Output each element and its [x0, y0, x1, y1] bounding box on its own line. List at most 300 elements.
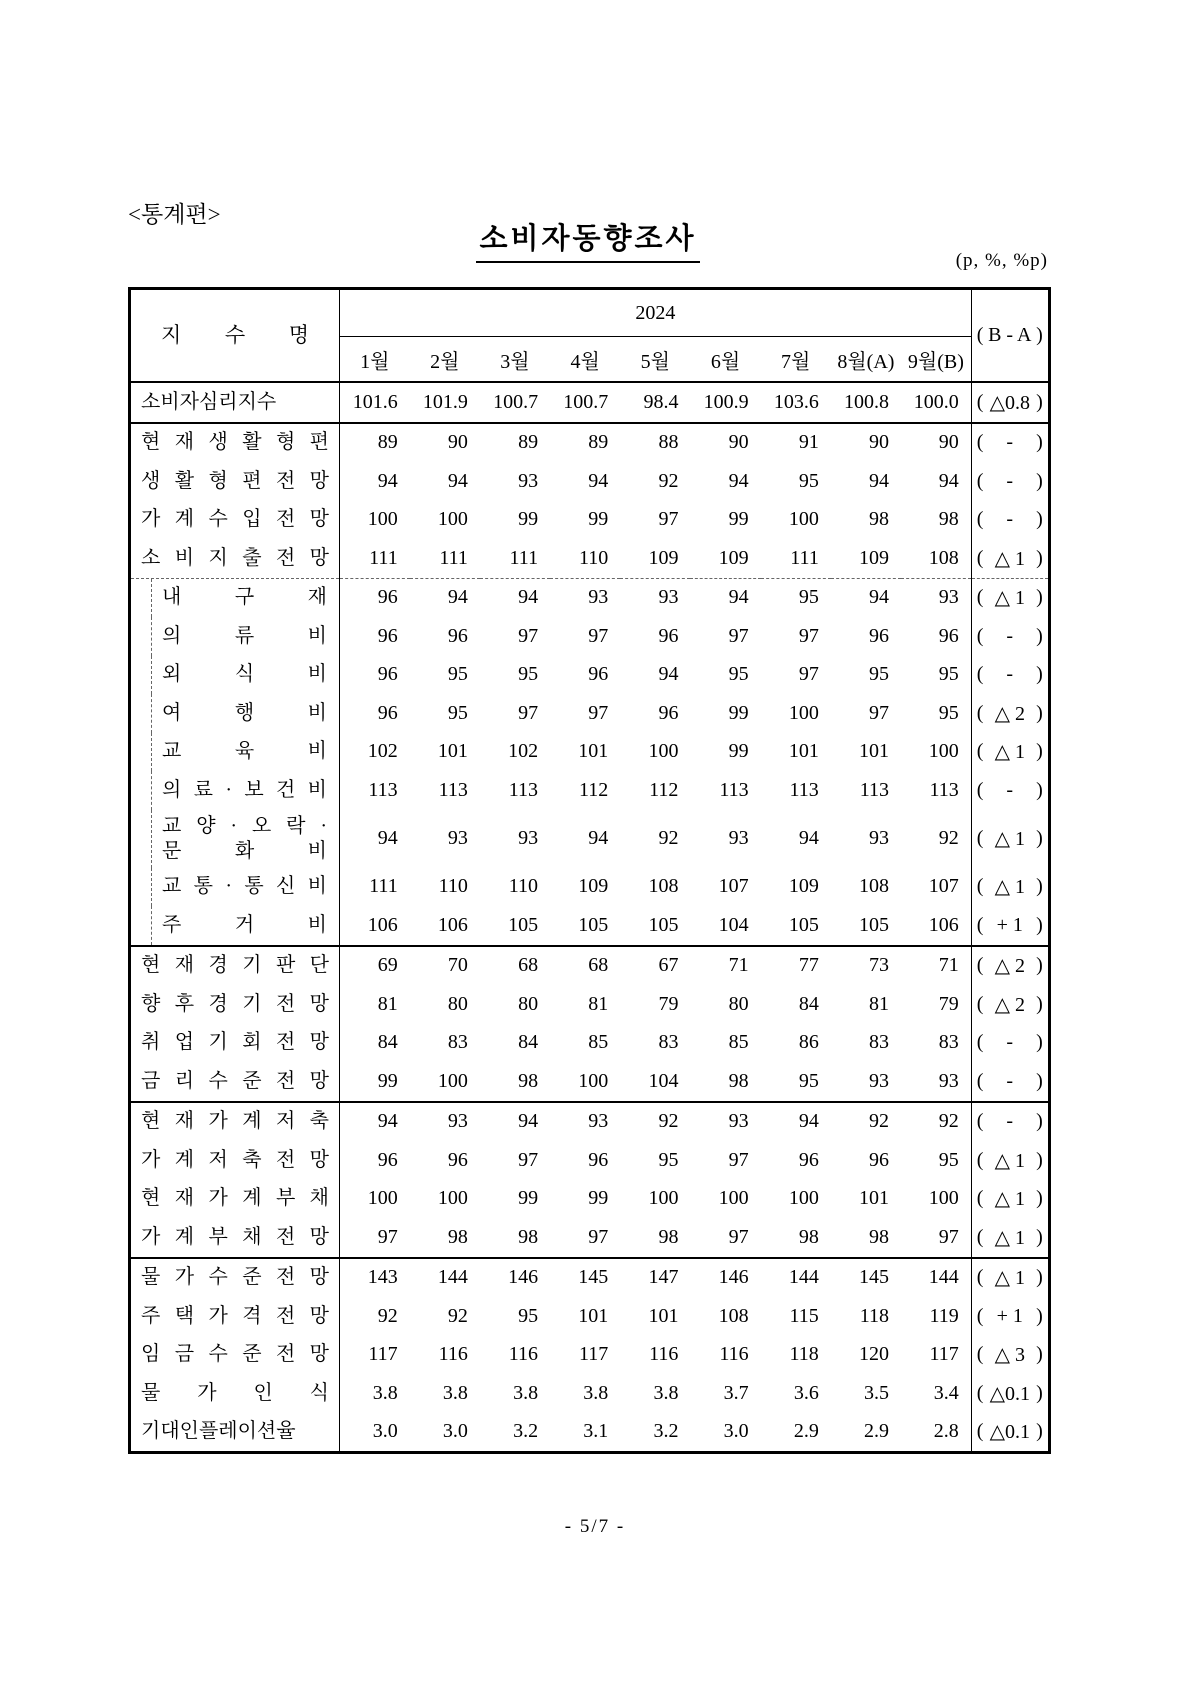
paren-open: (	[976, 663, 984, 686]
value-cell: 92	[938, 827, 959, 849]
row-label	[130, 1024, 340, 1063]
value-cell: 94	[480, 1102, 550, 1142]
delta-value: △ 3	[994, 1344, 1025, 1367]
delta-value: △ 1	[994, 828, 1025, 850]
value-cell: 95	[938, 663, 959, 686]
value-cell: 112	[578, 778, 609, 801]
value-cell: 68	[480, 946, 550, 986]
value-cell: 94	[728, 469, 749, 492]
value-cell: 101	[859, 740, 889, 763]
table-row	[130, 382, 1050, 423]
value-cell: 106	[367, 913, 398, 936]
value-cell: 109	[718, 546, 749, 569]
value-cell: 116	[438, 1343, 468, 1366]
value-cell: 110	[438, 875, 468, 898]
paren-close: )	[1036, 390, 1043, 413]
delta-value: -	[1006, 469, 1014, 492]
value-cell: 108	[718, 1304, 749, 1327]
row-label-text: 교 통 · 통 신 비	[162, 875, 327, 898]
value-cell: 95	[658, 1148, 679, 1171]
value-cell: 3.2	[513, 1420, 539, 1443]
b-minus-a-cell	[971, 906, 1049, 946]
value-cell: 97	[728, 624, 749, 647]
value-cell: 105	[578, 913, 609, 936]
value-cell: 3.0	[372, 1420, 398, 1443]
b-minus-a-cell	[971, 985, 1049, 1024]
table-row	[130, 1374, 1050, 1413]
paren-close: )	[1036, 827, 1043, 849]
value-cell: 144	[901, 1258, 971, 1298]
row-label	[130, 578, 340, 617]
value-cell: 95	[938, 701, 959, 724]
b-minus-a-cell	[971, 1413, 1049, 1453]
table-row	[130, 1297, 1050, 1336]
value-cell: 96	[377, 701, 398, 724]
value-cell: 93	[447, 827, 468, 849]
paren-close: )	[1036, 1148, 1043, 1171]
value-cell: 93	[938, 1069, 959, 1092]
delta-value: △ 2	[994, 702, 1025, 725]
paren-open: (	[976, 508, 984, 531]
value-cell: 94	[377, 469, 398, 492]
value-cell: 100	[367, 508, 398, 531]
value-cell: 96	[377, 663, 398, 686]
column-header-month: 7월	[761, 337, 831, 383]
value-cell: 101	[859, 1187, 889, 1210]
value-cell: 117	[578, 1343, 609, 1366]
value-cell: 101	[578, 740, 609, 763]
delta-value: △ 1	[994, 1267, 1025, 1290]
b-minus-a-cell	[971, 1297, 1049, 1336]
row-label	[130, 810, 340, 868]
value-cell: 93	[550, 578, 620, 617]
paren-open: (	[976, 624, 984, 647]
value-cell: 89	[340, 423, 410, 463]
value-cell: 94	[761, 1102, 831, 1142]
value-cell: 3.2	[653, 1420, 679, 1443]
delta-value: -	[1006, 431, 1014, 454]
value-cell: 84	[377, 1031, 398, 1054]
value-cell: 96	[869, 624, 889, 647]
row-label	[130, 462, 340, 501]
value-cell: 92	[620, 1102, 690, 1142]
value-cell: 113	[438, 778, 468, 801]
value-cell: 94	[410, 578, 480, 617]
value-cell: 111	[790, 546, 819, 569]
value-cell: 107	[718, 875, 749, 898]
value-cell: 99	[728, 701, 749, 724]
paren-open: (	[976, 701, 984, 724]
delta-value: △ 1	[994, 876, 1025, 899]
value-cell: 108	[928, 546, 959, 569]
value-cell: 95	[869, 663, 889, 686]
paren-close: )	[1036, 875, 1043, 898]
delta-value: △ 1	[994, 1149, 1025, 1172]
value-cell: 105	[508, 913, 539, 936]
row-label	[130, 1258, 340, 1298]
value-cell: 98	[869, 508, 889, 531]
value-cell: 97	[518, 624, 539, 647]
row-label	[130, 1062, 340, 1102]
row-label-text: 금 리 수 준 전 망	[141, 1069, 329, 1092]
value-cell: 83	[938, 1031, 959, 1054]
paren-open: (	[976, 778, 984, 801]
value-cell: 95	[798, 469, 819, 492]
row-label	[130, 985, 340, 1024]
table-body	[130, 382, 1050, 1453]
value-cell: 97	[588, 1225, 609, 1248]
paren-close: )	[1036, 1110, 1043, 1133]
delta-value: △ 1	[994, 741, 1025, 764]
value-cell: 92	[658, 827, 679, 849]
row-label-text: 외 식 비	[162, 663, 327, 686]
delta-value: -	[1006, 663, 1014, 686]
column-header-month: 2월	[410, 337, 480, 383]
table-row	[130, 733, 1050, 772]
value-cell: 120	[859, 1343, 889, 1366]
value-cell: 92	[377, 1304, 398, 1327]
paren-open: (	[976, 324, 984, 346]
paren-close: )	[1036, 1069, 1043, 1092]
paren-open: (	[976, 913, 984, 936]
value-cell: 95	[761, 578, 831, 617]
column-header-month: 6월	[690, 337, 760, 383]
value-cell: 3.7	[723, 1381, 749, 1404]
paren-open: (	[976, 827, 984, 849]
b-minus-a-cell	[971, 617, 1049, 656]
value-cell: 100	[437, 1187, 468, 1210]
value-cell: 90	[831, 423, 901, 463]
value-cell: 96	[588, 1148, 609, 1171]
value-cell: 113	[508, 778, 539, 801]
row-label-text: 교 양 · 오 락 ·	[162, 814, 327, 837]
value-cell: 90	[410, 423, 480, 463]
value-cell: 92	[901, 1102, 971, 1142]
column-header-month: 5월	[620, 337, 690, 383]
value-cell: 98	[869, 1225, 889, 1248]
value-cell: 101	[648, 1304, 679, 1327]
value-cell: 144	[410, 1258, 480, 1298]
table-row	[130, 868, 1050, 907]
value-cell: 71	[690, 946, 760, 986]
b-minus-a-cell	[971, 1374, 1049, 1413]
b-minus-a-cell	[971, 946, 1049, 986]
value-cell: 105	[859, 913, 889, 936]
delta-value: △ 1	[994, 1226, 1025, 1249]
value-cell: 97	[869, 701, 889, 724]
value-cell: 97	[588, 624, 609, 647]
value-cell: 116	[508, 1343, 539, 1366]
value-cell: 95	[518, 1304, 539, 1327]
value-cell: 109	[788, 875, 819, 898]
paren-close: )	[1036, 1187, 1043, 1210]
value-cell: 116	[649, 1343, 679, 1366]
stats-table	[128, 287, 1051, 1454]
value-cell: 97	[798, 624, 819, 647]
value-cell: 96	[588, 663, 609, 686]
value-cell: 80	[447, 992, 468, 1015]
table-row	[130, 462, 1050, 501]
row-label-text: 현 재 가 계 저 축	[141, 1110, 329, 1133]
value-cell: 145	[550, 1258, 620, 1298]
delta-value: -	[1006, 1110, 1014, 1133]
row-label-text: 향 후 경 기 전 망	[141, 992, 329, 1015]
table-row	[130, 1024, 1050, 1063]
value-cell: 107	[928, 875, 959, 898]
paren-close: )	[1036, 1381, 1043, 1404]
delta-value: + 1	[996, 1304, 1023, 1327]
delta-value: △ 1	[994, 587, 1025, 610]
column-header-month: 8월(A)	[831, 337, 901, 383]
value-cell: 96	[938, 624, 959, 647]
value-cell: 95	[938, 1148, 959, 1171]
value-cell: 96	[798, 1148, 819, 1171]
b-minus-a-cell	[971, 1180, 1049, 1219]
row-label-text: 물 가 수 준 전 망	[141, 1266, 329, 1289]
value-cell: 118	[789, 1343, 819, 1366]
value-cell: 146	[690, 1258, 760, 1298]
value-cell: 100	[718, 1187, 749, 1210]
paren-close: )	[1036, 954, 1043, 977]
value-cell: 147	[620, 1258, 690, 1298]
paren-open: (	[976, 1266, 984, 1289]
value-cell: 105	[788, 913, 819, 936]
value-cell: 100	[788, 701, 819, 724]
value-cell: 109	[648, 546, 679, 569]
delta-value: -	[1006, 508, 1014, 531]
value-cell: 93	[518, 469, 539, 492]
row-label	[130, 1141, 340, 1180]
value-cell: 106	[928, 913, 959, 936]
delta-value: △ 2	[994, 993, 1025, 1016]
b-minus-a-cell	[971, 733, 1049, 772]
row-label	[130, 1297, 340, 1336]
value-cell: 77	[761, 946, 831, 986]
value-cell: 99	[588, 1187, 609, 1210]
value-cell: 3.8	[372, 1381, 398, 1404]
row-label	[130, 382, 340, 423]
column-header-month: 1월	[340, 337, 410, 383]
value-cell: 100	[928, 1187, 959, 1210]
delta-value: -	[1006, 624, 1014, 647]
delta-value: △ 2	[994, 955, 1025, 978]
table-row	[130, 1102, 1050, 1142]
table-header	[130, 289, 1050, 383]
value-cell: 93	[518, 827, 539, 849]
row-label	[130, 539, 340, 578]
paren-open: (	[976, 1381, 984, 1404]
b-minus-a-cell	[971, 771, 1049, 810]
value-cell: 90	[901, 423, 971, 463]
value-cell: 81	[869, 992, 889, 1015]
table-row	[130, 985, 1050, 1024]
value-cell: 84	[798, 992, 819, 1015]
value-cell: 94	[690, 578, 760, 617]
value-cell: 95	[728, 663, 749, 686]
value-cell: 83	[658, 1031, 679, 1054]
value-cell: 100	[367, 1187, 398, 1210]
table-row	[130, 617, 1050, 656]
paren-open: (	[976, 954, 984, 977]
paren-close: )	[1036, 1343, 1043, 1366]
value-cell: 94	[447, 469, 468, 492]
paren-close: )	[1036, 1266, 1043, 1289]
value-cell: 3.0	[723, 1420, 749, 1443]
value-cell: 113	[719, 778, 749, 801]
value-cell: 3.4	[933, 1381, 959, 1404]
row-label	[130, 771, 340, 810]
b-minus-a-cell	[971, 539, 1049, 578]
value-cell: 96	[658, 624, 679, 647]
table-row	[130, 539, 1050, 578]
row-label-text: 의 류 비	[162, 624, 327, 647]
value-cell: 119	[929, 1304, 959, 1327]
value-cell: 94	[658, 663, 679, 686]
value-cell: 100.8	[844, 390, 889, 413]
value-cell: 100	[788, 508, 819, 531]
b-minus-a-cell	[971, 1141, 1049, 1180]
row-label-text: 가 계 부 채 전 망	[141, 1225, 329, 1248]
table-row	[130, 656, 1050, 695]
row-label	[130, 617, 340, 656]
value-cell: 108	[648, 875, 679, 898]
value-cell: 93	[620, 578, 690, 617]
delta-value: △0.1	[989, 1382, 1030, 1405]
paren-open: (	[976, 1343, 984, 1366]
paren-close: )	[1036, 431, 1043, 454]
paren-open: (	[976, 1187, 984, 1210]
value-cell: 85	[728, 1031, 749, 1054]
paren-close: )	[1036, 624, 1043, 647]
value-cell: 85	[588, 1031, 609, 1054]
value-cell: 97	[518, 1148, 539, 1171]
value-cell: 79	[938, 992, 959, 1015]
value-cell: 93	[728, 827, 749, 849]
paren-close: )	[1036, 508, 1043, 531]
value-cell: 68	[550, 946, 620, 986]
value-cell: 100.9	[703, 390, 749, 413]
value-cell: 115	[789, 1304, 819, 1327]
value-cell: 98	[658, 1225, 679, 1248]
value-cell: 104	[648, 1069, 679, 1092]
b-minus-a-cell	[971, 810, 1049, 868]
value-cell: 93	[410, 1102, 480, 1142]
value-cell: 100	[928, 740, 959, 763]
paren-open: (	[976, 1148, 984, 1171]
value-cell: 104	[718, 913, 749, 936]
page-title: 소비자동향조사	[476, 216, 699, 263]
value-cell: 100	[437, 508, 468, 531]
value-cell: 84	[518, 1031, 539, 1054]
value-cell: 73	[831, 946, 901, 986]
value-cell: 144	[761, 1258, 831, 1298]
value-cell: 97	[588, 701, 609, 724]
column-header-month: 4월	[550, 337, 620, 383]
paren-open: (	[976, 1110, 984, 1133]
paren-close: )	[1036, 992, 1043, 1015]
delta-value: -	[1006, 1031, 1014, 1054]
b-minus-a-cell	[971, 1102, 1049, 1142]
value-cell: 101.9	[422, 390, 468, 413]
column-header-month: 3월	[480, 337, 550, 383]
row-label	[130, 1374, 340, 1413]
value-cell: 116	[719, 1343, 749, 1366]
value-cell: 98	[518, 1225, 539, 1248]
value-cell: 97	[658, 508, 679, 531]
value-cell: 113	[929, 778, 959, 801]
paren-close: )	[1036, 701, 1043, 724]
value-cell: 2.8	[933, 1420, 959, 1443]
b-minus-a-cell	[971, 656, 1049, 695]
value-cell: 92	[658, 469, 679, 492]
paren-open: (	[976, 390, 984, 413]
table-row	[130, 946, 1050, 986]
paren-open: (	[976, 875, 984, 898]
delta-value: + 1	[996, 913, 1023, 936]
row-label	[130, 906, 340, 946]
b-minus-a-cell	[971, 694, 1049, 733]
value-cell: 99	[588, 508, 609, 531]
value-cell: 111	[509, 546, 539, 569]
value-cell: 103.6	[773, 390, 819, 413]
value-cell: 96	[658, 701, 679, 724]
value-cell: 143	[340, 1258, 410, 1298]
value-cell: 97	[728, 1225, 749, 1248]
paren-open: (	[976, 1304, 984, 1327]
row-label-text: 주 택 가 격 전 망	[141, 1304, 329, 1327]
row-label-text: 물 가 인 식	[141, 1381, 329, 1404]
value-cell: 96	[340, 578, 410, 617]
table-row	[130, 1258, 1050, 1298]
value-cell: 118	[859, 1304, 889, 1327]
value-cell: 110	[578, 546, 609, 569]
value-cell: 109	[578, 875, 609, 898]
paren-open: (	[976, 1031, 984, 1054]
title-wrap	[128, 216, 1048, 263]
table-row	[130, 771, 1050, 810]
paren-open: (	[976, 546, 984, 569]
b-minus-a-cell	[971, 462, 1049, 501]
table-row	[130, 1062, 1050, 1102]
value-cell: 97	[938, 1225, 959, 1248]
value-cell: 102	[367, 740, 398, 763]
delta-value: △0.1	[989, 1421, 1030, 1444]
row-label	[130, 1180, 340, 1219]
value-cell: 93	[550, 1102, 620, 1142]
row-label	[130, 656, 340, 695]
paren-open: (	[976, 1225, 984, 1248]
value-cell: 100.7	[493, 390, 539, 413]
value-cell: 97	[377, 1225, 398, 1248]
value-cell: 98	[798, 1225, 819, 1248]
value-cell: 98	[938, 508, 959, 531]
paren-open: (	[976, 1069, 984, 1092]
value-cell: 96	[447, 624, 468, 647]
value-cell: 99	[728, 508, 749, 531]
paren-close: )	[1036, 469, 1043, 492]
row-label-text: 임 금 수 준 전 망	[141, 1343, 329, 1366]
value-cell: 117	[368, 1343, 398, 1366]
table-row	[130, 1218, 1050, 1258]
row-label-text: 여 행 비	[162, 701, 327, 724]
value-cell: 94	[377, 827, 398, 849]
paren-close: )	[1036, 586, 1043, 609]
value-cell: 86	[798, 1031, 819, 1054]
value-cell: 81	[588, 992, 609, 1015]
paren-close: )	[1036, 546, 1043, 569]
value-cell: 94	[340, 1102, 410, 1142]
b-minus-a-cell	[971, 1218, 1049, 1258]
